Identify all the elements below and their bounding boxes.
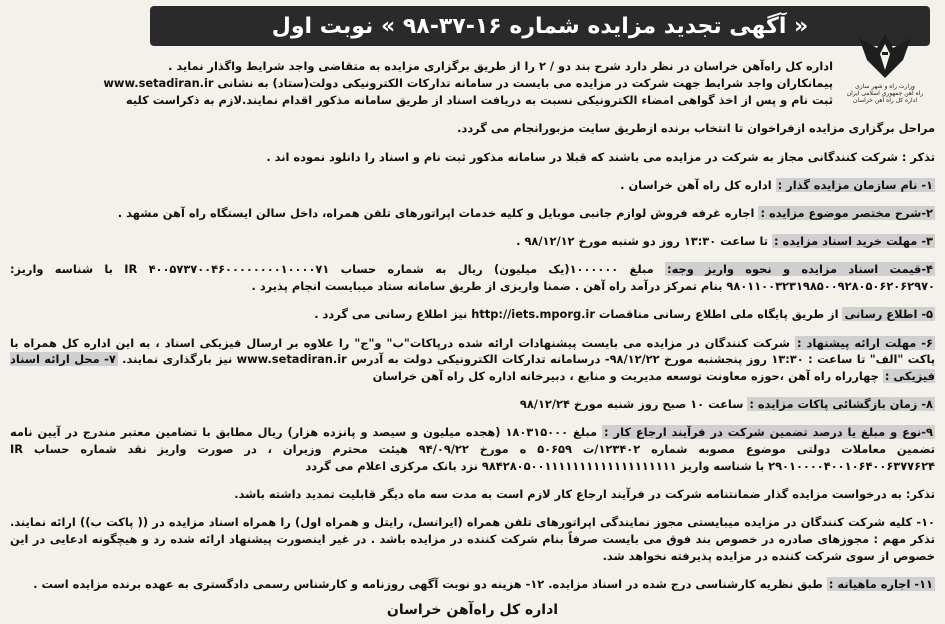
item-9: ۹-نوع و مبلغ یا درصد تضمین شرکت در فرآیند ارجاع کار : مبلغ ۱۸۰۳۱۵۰۰۰ (هجده میلیون و سیصد و پانزده هزار) ریال مطابق با تضامین معتبر مندرج در آیین نامه تضمین معاملات دولتی موضوع مصوبه شماره ۱۲۳۴۰۲/ت ۵۰۶۵۹ ه مورخ ۹۴/۰۹/۲۲ هیئت محترم وزیران ، در صورت واریز نقد شماره حساب IR ۲۹۰۱۰۰۰۰۴۰۰۱۰۶۴۰۰۶۳۷۷۶۲۴ با شناسه واریز ۹۸۴۲۸۰۵۰۰۱۱۱۱۱۱۱۱۱۱۱۱۱۱۱۱۱۱۱ نزد بانک مرکزی اعلام می گردد (10, 425, 935, 474)
item-1: ۱- نام سازمان مزایده گذار : اداره کل راه آهن خراسان . (620, 177, 933, 192)
intro-line: مراحل برگزاری مزایده ازفراخوان تا انتخاب برنده ازطریق سایت مزبورانجام می گردد. (457, 121, 935, 136)
item-2: ۲-شرح مختصر موضوع مزایده : اجاره غرفه فروش لوازم جانبی موبایل و کلیه خدمات اپراتورهای تلفن همراه، داخل سالن ایستگاه راه آهن مشهد . (117, 205, 933, 220)
logo-caption: وزارت راه و شهر سازی راه آهن جمهوری اسلامی ایران اداره کل راه آهن خراسان (846, 83, 924, 104)
item-3: ۳- مهلت خرید اسناد مزایده : تا ساعت ۱۳:۳۰ روز دو شنبه مورخ ۹۸/۱۲/۱۲ . (516, 234, 933, 249)
item-7-label: ۷- محل ارائه اسناد فیزیکی : (10, 352, 935, 384)
item-5: ۵- اطلاع رسانی از طریق پایگاه ملی اطلاع رسانی مناقصات http://iets.mporg.ir نیز اطلاع رسانی می گردد . (314, 307, 933, 322)
item-7-text: چهارراه راه آهن ،حوزه معاونت توسعه مدیریت و منابع ، دبیرخانه اداره کل راه آهن خراسان (372, 369, 879, 384)
item-11: ۱۱- اجاره ماهیانه : طبق نظریه کارشناسی درج شده در اسناد مزایده. ۱۲- هزینه دو نوبت آگهی روزنامه و کارشناس رسمی دادگستری به عهده برنده مزایده است . (33, 577, 933, 592)
notice-title-banner (150, 6, 930, 46)
intro-section (10, 58, 833, 108)
item-6: ۶- مهلت ارائه پیشنهاد : شرکت کنندگان در مزایده می بایست پیشنهادات ارائه شده درپاکات"ب" و"ج" را علاوه بر ارسال فیزیکی اسناد ، به این اداره کل همراه با پاکت "الف" تا ساعت : ۱۳:۳۰ روز پنجشنبه مورخ ۹۸/۱۲/۲۲- درسامانه تدارکات الکترونیکی دولت به آدرس www.setadiran.ir نیز بارگذاری نمایند. ۷- محل ارائه اسناد فیزیکی : چهارراه راه آهن ،حوزه معاونت توسعه مدیریت و منابع ، دبیرخانه اداره کل راه آهن خراسان (10, 335, 936, 384)
item-9-note: تذکر: به درخواست مزایده گذار ضمانتنامه شرکت در فرآیند ارجاع کار لازم است به مدت سه ماه دیگر قابلیت تمدید داشته باشد. (234, 487, 935, 502)
footer-signature: اداره کل راه‌آهن خراسان (386, 602, 559, 618)
intro-line: اداره کل راه‌آهن خراسان در نظر دارد شرح بند دو / ۲ را از طریق برگزاری مزایده به متقاضی واجد شرایط واگذار نماید . (168, 59, 833, 73)
intro-line: تذکر : شرکت کنندگانی مجاز به شرکت در مزایده می باشند که قبلا در سامانه مذکور ثبت نام و اسناد را دانلود نموده اند . (266, 149, 935, 164)
item-4: ۴-قیمت اسناد مزایده و نحوه واریز وجه: مبلغ ۱۰۰۰۰۰۰(یک میلیون) ریال به شماره حساب ۴۰۰۵۷۳۷۰۰۴۶۰۰۰۰۰۰۰۰۱۰۰۰۰۷۱ IR با شناسه واریز: ۹۸۰۱۱۰۰۳۲۳۱۹۸۵۰۰۹۲۸۰۵۰۶۲۰۶۲۹۷۰ بنام تمرکز درآمد راه آهن . ضمنا واریزی از طریق سامانه ستاد میبایست انجام پذیرد . (10, 262, 935, 294)
item-10: ۱۰- کلیه شرکت کنندگان در مزایده میبایستی مجوز نمایندگی اپراتورهای تلفن همراه (ایرانسل، رایتل و همراه اول) را همراه اسناد مزایده در (( پاکت ب)) ارائه نمایند. تذکر مهم : مجوزهای صادره در خصوص بند فوق می بایست صرفاً بنام شرکت کننده در مزایده باشد . در غیر اینصورت پیشنهاد ارائه شده رد و هیچگونه ادعایی در این خصوص از سوی شرکت کننده در مزایده پذیرفته نخواهد شد. (10, 515, 936, 564)
notice-title: « آگهی تجدید مزایده شماره ۱۶-۳۷-۹۸ » نوبت اول (271, 13, 809, 39)
intro-line: ثبت نام و پس از اخذ گواهی امضاء الکترونیکی نسبت به دریافت اسناد از طریق سامانه مذکور اقدام نمایند.لازم به ذکراست کلیه (125, 92, 833, 107)
intro-line: پیمانکاران واجد شرایط جهت شرکت در مزایده می بایست در سامانه تدارکات الکترونیکی دولت(ستاد) به نشانی www.setadiran.ir (103, 75, 833, 90)
railway-logo (835, 30, 935, 110)
items-section (10, 109, 935, 604)
item-8: ۸- زمان بازگشائی پاکات مزایده : ساعت ۱۰ صبح روز شنبه مورخ ۹۸/۱۲/۲۴ (519, 397, 933, 412)
winged-emblem-icon (855, 30, 915, 82)
